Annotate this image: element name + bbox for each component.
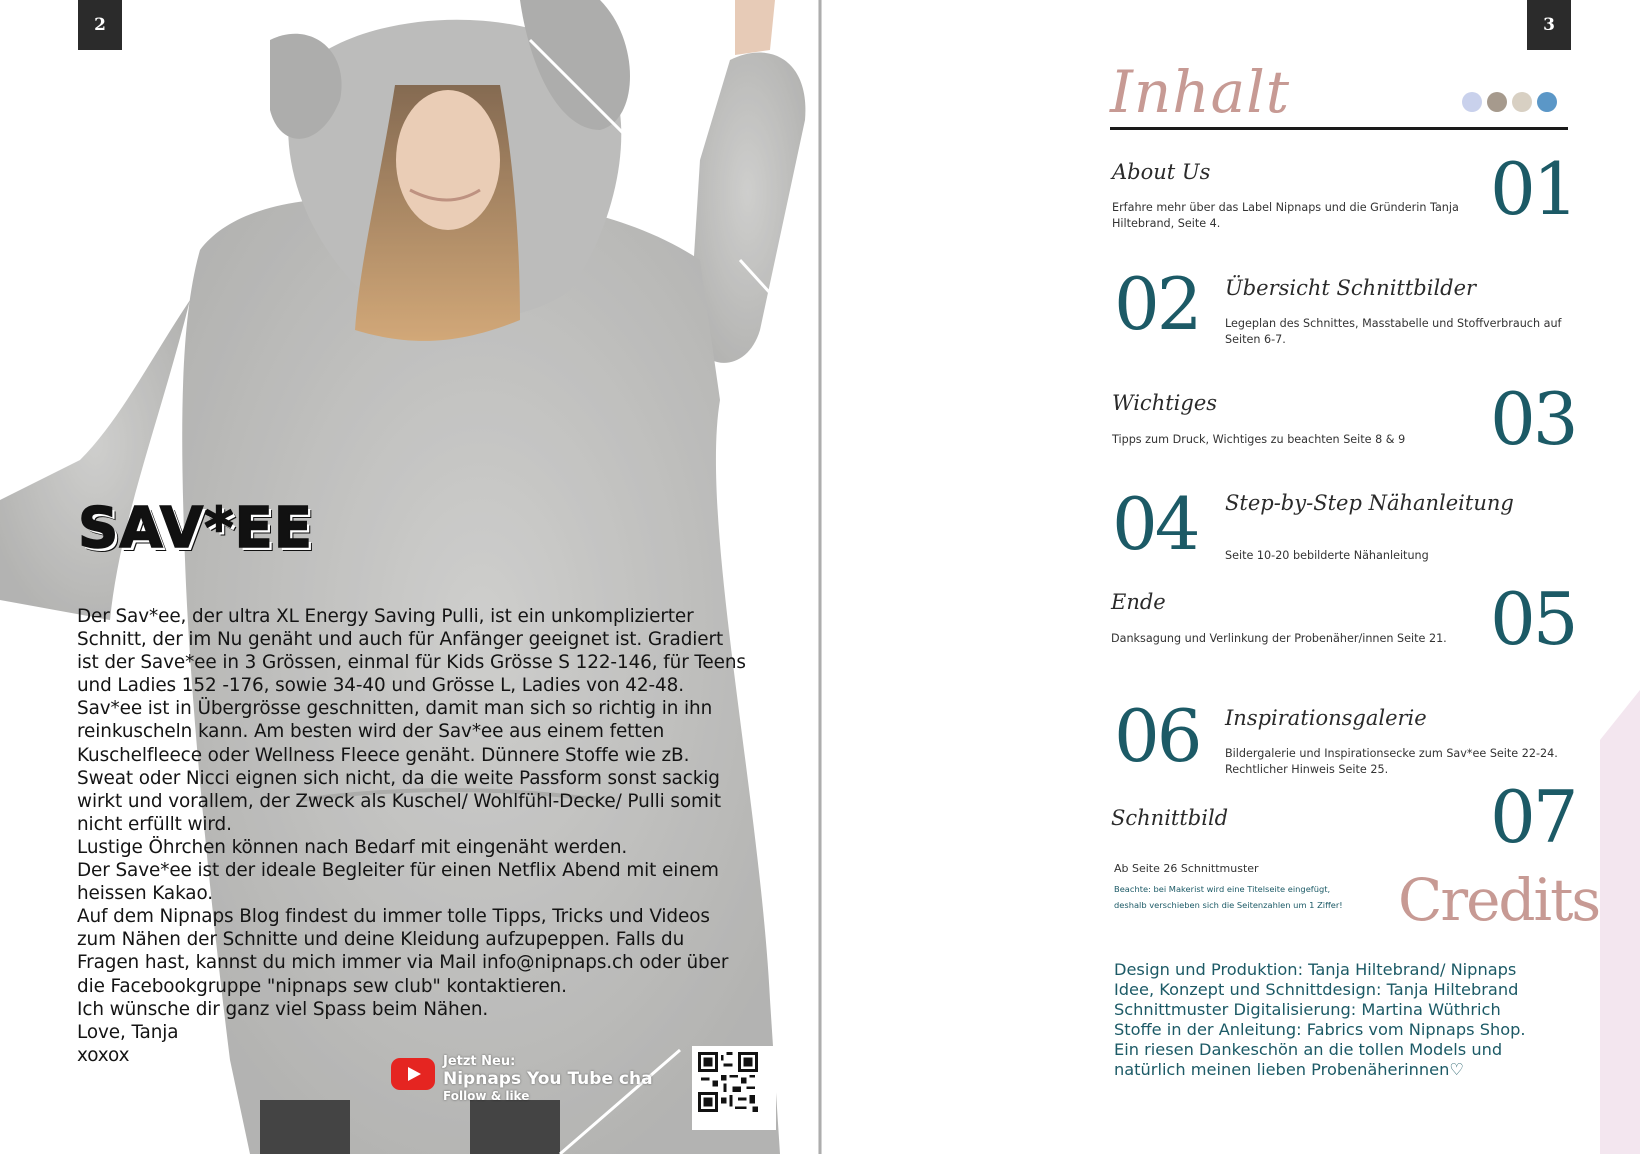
youtube-play-icon [391, 1058, 435, 1090]
decorative-pink-shape [1600, 690, 1640, 1154]
youtube-line1: Jetzt Neu: [443, 1054, 516, 1069]
youtube-line3: Follow & like [443, 1089, 530, 1103]
toc-title: Inhalt [1110, 58, 1291, 126]
toc-section-desc: Danksagung und Verlinkung der Probenäher/innen Seite 21. [1111, 632, 1447, 645]
color-dot [1487, 92, 1507, 112]
intro-text: Der Sav*ee, der ultra XL Energy Saving Pulli, ist ein unkomplizierter Schnitt, der im Nu genäht und auch für Anfänger geeignet ist. Gradiert ist der Save*ee in 3 Grössen, einmal für Kids Grösse S 122-146, für Teens und Ladies 152 -176, sowie 34-40 und Grösse L, Ladies von 42-48. Sav*ee ist in Übergrösse geschnitten, damit man sich so richtig in ihn reinkuscheln kann. Am besten wird der Sav*ee aus einem fetten Kuschelfleece oder Wellness Fleece genäht. Dünnere Stoffe wie zB. Sweat oder Nicci eignen sich nicht, da die weite Passform sonst sackig wirkt und vorallem, der Zweck als Kuschel/ Wohlfühl-Decke/ Pulli somit nicht erfüllt wird. Lustige Öhrchen können nach Bedarf mit eingenäht werden. Der Save*ee ist der ideale Begleiter für einen Netflix Abend mit einem heissen Kakao. Auf dem Nipnaps Blog findest du immer tolle Tipps, Tricks und Videos zum Nähen der Schnitte und deine Kleidung aufzupeppen. Falls du Fragen hast, kannst du mich immer via Mail info@nipnaps.ch oder über die Facebookgruppe "nipnaps sew club" kontaktieren. Ich wünsche dir ganz viel Spass beim Nähen. Love, Tanja xoxox [77, 606, 746, 1066]
toc-section-number: 07 [1490, 775, 1576, 859]
credits-title: Credits [1398, 866, 1600, 934]
toc-section-desc: Bildergalerie und Inspirationsecke zum Sav*ee Seite 22-24. Rechtlicher Hinweis Seite 25. [1225, 747, 1558, 776]
toc-section-title[interactable]: Step-by-Step Nähanleitung [1225, 491, 1514, 515]
toc-section-number: 04 [1112, 482, 1198, 566]
qr-code[interactable] [692, 1046, 776, 1130]
toc-section-title[interactable]: About Us [1112, 160, 1211, 184]
toc-section-number: 06 [1114, 694, 1200, 778]
toc-section-desc: Ab Seite 26 Schnittmuster [1114, 862, 1259, 875]
toc-section-desc: Legeplan des Schnittes, Masstabelle und Stoffverbrauch auf Seiten 6-7. [1225, 317, 1562, 346]
makerist-note: Beachte: bei Makerist wird eine Titelseite eingefügt, deshalb verschieben sich die Seitenzahlen um 1 Ziffer! [1114, 884, 1343, 910]
toc-section-title[interactable]: Wichtiges [1112, 391, 1218, 415]
toc-section-number: 03 [1490, 377, 1576, 461]
toc-section-desc: Erfahre mehr über das Label Nipnaps und die Gründerin Tanja Hiltebrand, Seite 4. [1112, 201, 1459, 230]
credits-text [1114, 960, 1554, 1080]
toc-section-desc: Seite 10-20 bebilderte Nähanleitung [1225, 549, 1429, 562]
page-number: 3 [1527, 0, 1571, 50]
credits-line: Design und Produktion: Tanja Hiltebrand/ Nipnaps [1114, 960, 1517, 979]
toc-section-title[interactable]: Inspirationsgalerie [1225, 706, 1427, 730]
left-page [0, 0, 818, 1154]
color-dot [1512, 92, 1532, 112]
color-dots [1462, 92, 1557, 112]
toc-section-title[interactable]: Schnittbild [1111, 806, 1229, 830]
credits-line: Stoffe in der Anleitung: Fabrics vom Nipnaps Shop. [1114, 1020, 1526, 1039]
toc-section-title[interactable]: Übersicht Schnittbilder [1225, 276, 1477, 300]
toc-section-desc: Tipps zum Druck, Wichtiges zu beachten Seite 8 & 9 [1112, 433, 1406, 446]
toc-section-title[interactable]: Ende [1111, 590, 1166, 614]
page-number: 2 [78, 0, 122, 50]
youtube-promo[interactable] [391, 1054, 653, 1103]
pattern-logo-title: SAV*EE [78, 496, 314, 561]
credits-line: Schnittmuster Digitalisierung: Martina Wüthrich [1114, 1000, 1501, 1019]
title-rule [1110, 127, 1568, 130]
credits-line: Ein riesen Dankeschön an die tollen Models und [1114, 1040, 1503, 1059]
credits-line: Idee, Konzept und Schnittdesign: Tanja Hiltebrand [1114, 980, 1519, 999]
toc-section-number: 02 [1114, 262, 1200, 346]
youtube-line2: Nipnaps You Tube cha [443, 1069, 653, 1089]
toc-section-number: 01 [1490, 147, 1576, 231]
color-dot [1537, 92, 1557, 112]
credits-line: natürlich meinen lieben Probenäherinnen♡ [1114, 1060, 1464, 1079]
toc-section-number: 05 [1490, 577, 1576, 661]
color-dot [1462, 92, 1482, 112]
